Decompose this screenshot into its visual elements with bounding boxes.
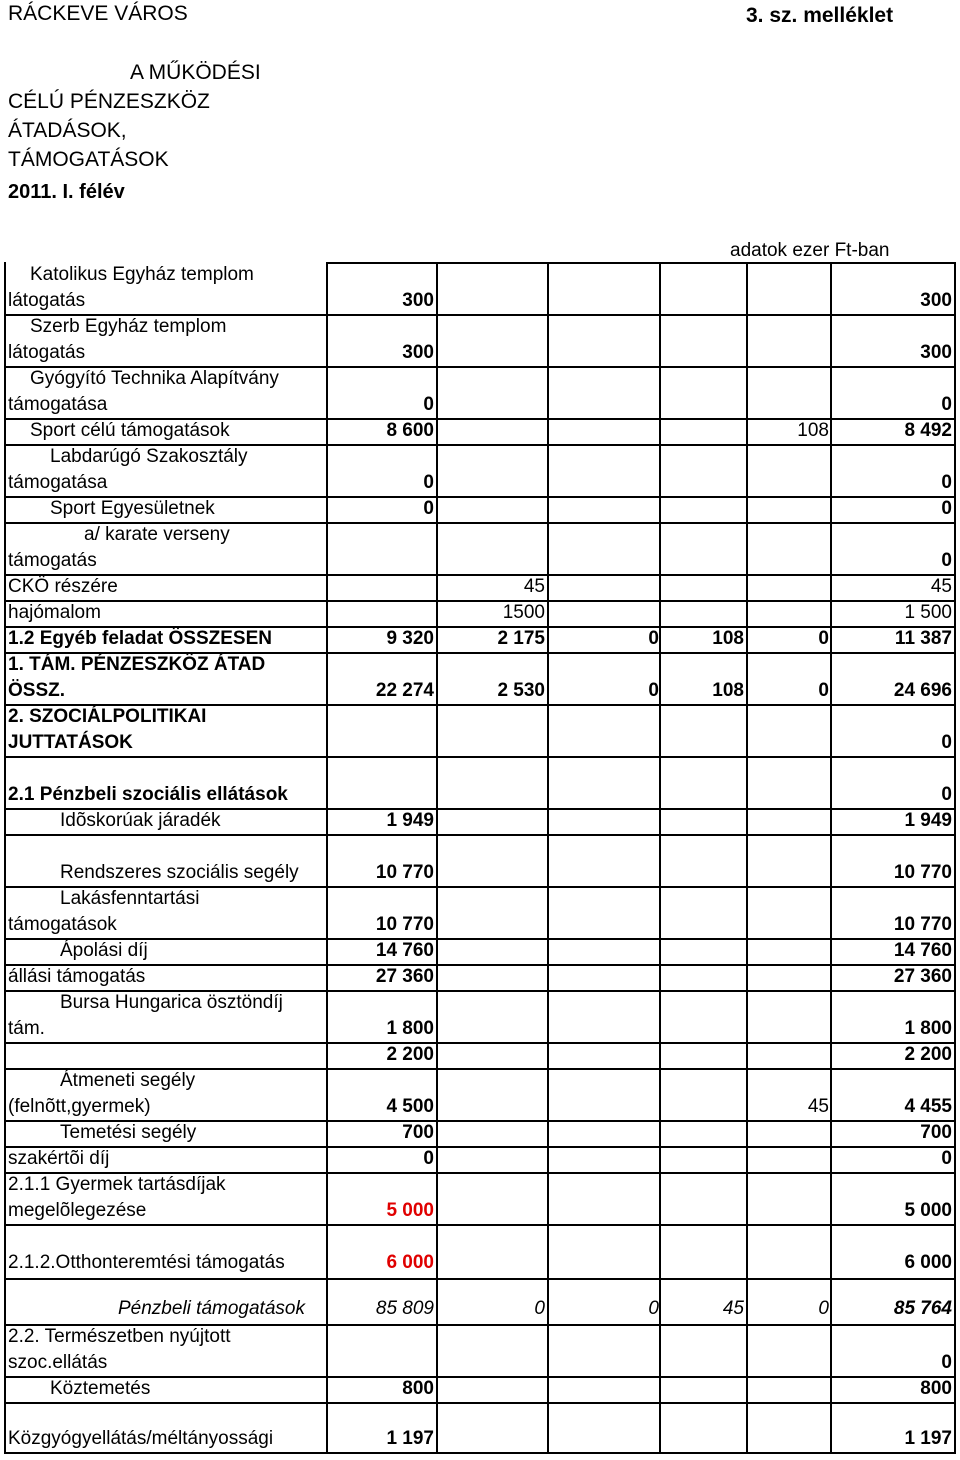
- cell-c6: 10 770: [893, 862, 952, 883]
- row-label-line: Katolikus Egyház templom: [30, 264, 254, 285]
- row-label-line: 1.2 Egyéb feladat ÖSSZESEN: [8, 628, 272, 649]
- cell-c1: 300: [402, 342, 434, 363]
- row-label-line: a/ karate verseny: [84, 524, 230, 545]
- grid-hline: [4, 626, 956, 628]
- table-row: [4, 496, 958, 522]
- row-label-line: Rendszeres szociális segély: [60, 862, 299, 883]
- row-label-line: állási támogatás: [8, 966, 146, 987]
- cell-c6: 1 197: [904, 1428, 952, 1449]
- cell-c6: 0: [941, 472, 952, 493]
- row-label-line: megelõlegezése: [8, 1200, 147, 1221]
- row-label-line: Közgyógyellátás/méltányossági: [8, 1428, 274, 1449]
- grid-hline: [4, 444, 956, 446]
- table-row: [4, 1042, 958, 1068]
- row-label-line: támogatása: [8, 394, 108, 415]
- grid-hline: [4, 1172, 956, 1174]
- cell-c1: 27 360: [375, 966, 434, 987]
- cell-c3: 0: [648, 1298, 659, 1319]
- row-label-line: Gyógyító Technika Alapítvány: [30, 368, 279, 389]
- cell-c1: 4 500: [386, 1096, 434, 1117]
- grid-vline: [746, 262, 748, 1452]
- row-label-line: Labdarúgó Szakosztály: [50, 446, 248, 467]
- row-label-line: Idõskorúak járadék: [60, 810, 221, 831]
- grid-hline: [4, 756, 956, 758]
- grid-hline: [4, 1068, 956, 1070]
- row-label: [8, 574, 328, 600]
- cell-c1: 700: [402, 1122, 434, 1143]
- row-label-line: Lakásfenntartási: [60, 888, 200, 909]
- table-row: [4, 262, 958, 314]
- row-label-line: látogatás: [8, 290, 86, 311]
- table-row: [4, 522, 958, 574]
- grid-hline: [4, 1324, 956, 1326]
- annex-label: 3. sz. melléklet: [746, 4, 894, 27]
- row-label: [8, 600, 328, 626]
- cell-c6: 0: [941, 394, 952, 415]
- cell-c4: 108: [712, 680, 744, 701]
- grid-hline: [4, 314, 956, 316]
- cell-c6: 14 760: [893, 940, 952, 961]
- cell-c5: 108: [797, 420, 829, 441]
- cell-c6: 27 360: [893, 966, 952, 987]
- table-row: [4, 964, 958, 990]
- city-name: RÁCKEVE VÁROS: [8, 2, 188, 25]
- table-row: [4, 1296, 958, 1322]
- cell-c1: 22 274: [375, 680, 434, 701]
- row-label-line: [8, 1042, 328, 1068]
- row-label: [8, 626, 328, 652]
- cell-c5: 0: [818, 628, 829, 649]
- grid-vline: [547, 262, 549, 1452]
- cell-c6: 6 000: [904, 1252, 952, 1273]
- cell-c1: 5 000: [386, 1200, 434, 1221]
- cell-c2: 2 175: [497, 628, 545, 649]
- grid-hline: [4, 496, 956, 498]
- grid-hline: [4, 964, 956, 966]
- row-label-line: Sport Egyesületnek: [50, 498, 215, 519]
- grid-hline: [4, 1402, 956, 1404]
- grid-vline: [659, 262, 661, 1452]
- row-label: [8, 704, 328, 756]
- row-label-line: Szerb Egyház templom: [30, 316, 227, 337]
- row-label-line: támogatások: [8, 914, 117, 935]
- row-label: [8, 496, 328, 522]
- cell-c6: 5 000: [904, 1200, 952, 1221]
- grid-vline: [436, 262, 438, 1452]
- grid-hline: [4, 1224, 956, 1226]
- grid-vline: [4, 262, 6, 1452]
- cell-c6: 8 492: [904, 420, 952, 441]
- row-label-line: 2.1.1 Gyermek tartásdíjak: [8, 1174, 226, 1195]
- row-label: [8, 1426, 328, 1452]
- title-line: A MŰKÖDÉSI: [130, 61, 261, 84]
- cell-c6: 0: [941, 498, 952, 519]
- table-row: [4, 1426, 958, 1452]
- cell-c3: 0: [648, 680, 659, 701]
- row-label-line: látogatás: [8, 342, 86, 363]
- row-label-line: hajómalom: [8, 602, 101, 623]
- cell-c6: 4 455: [904, 1096, 952, 1117]
- grid-hline: [4, 652, 956, 654]
- row-label: [8, 1120, 328, 1146]
- cell-c6: 1 800: [904, 1018, 952, 1039]
- table-row: [4, 314, 958, 366]
- table-row: [4, 444, 958, 496]
- cell-c6: 2 200: [904, 1044, 952, 1065]
- row-label: [8, 990, 328, 1042]
- title-line: ÁTADÁSOK,: [8, 119, 127, 142]
- table-row: [4, 366, 958, 418]
- cell-c6: 1 500: [904, 602, 952, 623]
- grid-hline: [4, 1146, 956, 1148]
- grid-vline: [830, 262, 832, 1452]
- table-row: [4, 704, 958, 756]
- row-label: [8, 1250, 328, 1276]
- cell-c1: 800: [402, 1378, 434, 1399]
- cell-c1: 300: [402, 290, 434, 311]
- row-label: [8, 1324, 328, 1376]
- grid-hline: [4, 886, 956, 888]
- row-label: [8, 314, 328, 366]
- row-label: [8, 652, 328, 704]
- table-row: [4, 652, 958, 704]
- row-label: [8, 262, 328, 314]
- table-row: [4, 1068, 958, 1120]
- row-label-line: Temetési segély: [60, 1122, 197, 1143]
- grid-hline: [4, 1042, 956, 1044]
- cell-c1: 14 760: [375, 940, 434, 961]
- row-label: [8, 1042, 328, 1068]
- cell-c1: 85 809: [375, 1298, 434, 1319]
- cell-c6: 0: [941, 1352, 952, 1373]
- grid-hline: [4, 522, 956, 524]
- grid-hline: [4, 1120, 956, 1122]
- cell-c6: 0: [941, 1148, 952, 1169]
- row-label-line: JUTTATÁSOK: [8, 732, 133, 753]
- table-row: [4, 1324, 958, 1376]
- cell-c1: 1 197: [386, 1428, 434, 1449]
- row-label: [8, 1296, 328, 1322]
- grid-hline: [4, 574, 956, 576]
- cell-c6: 85 764: [893, 1298, 952, 1319]
- row-label: [8, 418, 328, 444]
- table-row: [4, 782, 958, 808]
- cell-c6: 300: [920, 342, 952, 363]
- row-label-line: támogatása: [8, 472, 108, 493]
- row-label: [8, 1146, 328, 1172]
- table-row: [4, 1172, 958, 1224]
- row-label-line: Sport célú támogatások: [30, 420, 230, 441]
- row-label: [8, 522, 328, 574]
- row-label-line: CKÖ részére: [8, 576, 118, 597]
- cell-c1: 0: [423, 394, 434, 415]
- cell-c2: 2 530: [497, 680, 545, 701]
- cell-c6: 45: [930, 576, 952, 597]
- row-label: [8, 1068, 328, 1120]
- row-label-line: 2.1 Pénzbeli szociális ellátások: [8, 784, 288, 805]
- grid-hline: [4, 808, 956, 810]
- row-label: [8, 366, 328, 418]
- row-label: [8, 1172, 328, 1224]
- cell-c6: 10 770: [893, 914, 952, 935]
- table-row: [4, 860, 958, 886]
- cell-c1: 2 200: [386, 1044, 434, 1065]
- grid-hline: [4, 1376, 956, 1378]
- grid-hline: [4, 1452, 956, 1454]
- cell-c2: 1500: [502, 602, 545, 623]
- grid-hline: [4, 834, 956, 836]
- grid-vline: [326, 262, 328, 1452]
- table-row: [4, 600, 958, 626]
- row-label-line: 2. SZOCIÁLPOLITIKAI: [8, 706, 207, 727]
- grid-hline: [4, 600, 956, 602]
- title-line: TÁMOGATÁSOK: [8, 148, 169, 171]
- table-row: [4, 418, 958, 444]
- cell-c6: 11 387: [894, 628, 952, 649]
- title-line: CÉLÚ PÉNZESZKÖZ: [8, 90, 210, 113]
- table-row: [4, 886, 958, 938]
- cell-c1: 0: [423, 472, 434, 493]
- cell-c1: 0: [423, 498, 434, 519]
- row-label-line: szoc.ellátás: [8, 1352, 108, 1373]
- grid-hline: [4, 938, 956, 940]
- cell-c6: 24 696: [893, 680, 952, 701]
- cell-c1: 1 949: [386, 810, 434, 831]
- cell-c5: 45: [807, 1096, 829, 1117]
- table-row: [4, 1246, 958, 1276]
- row-label-line: szakértõi díj: [8, 1148, 110, 1169]
- grid-hline: [4, 366, 956, 368]
- row-label-line: támogatás: [8, 550, 97, 571]
- row-label-line: Bursa Hungarica ösztöndíj: [60, 992, 283, 1013]
- grid-hline: [4, 704, 956, 706]
- row-label-line: Átmeneti segély: [60, 1070, 196, 1091]
- row-label: [8, 938, 328, 964]
- cell-c6: 300: [920, 290, 952, 311]
- table-row: [4, 1146, 958, 1172]
- cell-c1: 6 000: [386, 1252, 434, 1273]
- cell-c1: 10 770: [375, 862, 434, 883]
- cell-c2: 45: [523, 576, 545, 597]
- row-label-line: Köztemetés: [50, 1378, 151, 1399]
- row-label: [8, 808, 328, 834]
- cell-c5: 0: [818, 1298, 829, 1319]
- table-row: [4, 626, 958, 652]
- grid-hline: [4, 990, 956, 992]
- cell-c6: 1 949: [904, 810, 952, 831]
- cell-c4: 45: [722, 1298, 744, 1319]
- row-label: [8, 860, 328, 886]
- row-label-line: 2.2. Természetben nyújtott: [8, 1326, 231, 1347]
- cell-c6: 700: [920, 1122, 952, 1143]
- grid-vline: [954, 262, 956, 1452]
- table-row: [4, 990, 958, 1042]
- grid-hline: [4, 418, 956, 420]
- cell-c6: 0: [941, 550, 952, 571]
- cell-c1: 10 770: [375, 914, 434, 935]
- row-label-line: (felnõtt,gyermek): [8, 1096, 151, 1117]
- cell-c1: 0: [423, 1148, 434, 1169]
- table-row: [4, 938, 958, 964]
- cell-c5: 0: [818, 680, 829, 701]
- row-label-line: 2.1.2.Otthonteremtési támogatás: [8, 1252, 285, 1273]
- row-label: [8, 964, 328, 990]
- row-label-line: 1. TÁM. PÉNZESZKÖZ ÁTAD: [8, 654, 266, 675]
- table-row: [4, 574, 958, 600]
- cell-c1: 9 320: [386, 628, 434, 649]
- row-label-line: Pénzbeli támogatások: [118, 1298, 305, 1319]
- row-label: [8, 886, 328, 938]
- cell-c6: 0: [941, 784, 952, 805]
- row-label-line: ÖSSZ.: [8, 680, 66, 701]
- grid-hline: [326, 262, 956, 264]
- row-label: [8, 782, 328, 808]
- row-label: [8, 1376, 328, 1402]
- grid-hline: [4, 1278, 956, 1280]
- table-row: [4, 1120, 958, 1146]
- cell-c3: 0: [648, 628, 659, 649]
- table-row: [4, 1376, 958, 1402]
- document-title: [8, 58, 308, 174]
- cell-c4: 108: [712, 628, 744, 649]
- cell-c6: 0: [941, 732, 952, 753]
- cell-c2: 0: [534, 1298, 545, 1319]
- table-row: [4, 808, 958, 834]
- period-label: 2011. I. félév: [8, 181, 125, 203]
- cell-c6: 800: [920, 1378, 952, 1399]
- cell-c1: 8 600: [386, 420, 434, 441]
- cell-c1: 1 800: [386, 1018, 434, 1039]
- unit-label: adatok ezer Ft-ban: [730, 240, 890, 261]
- row-label: [8, 444, 328, 496]
- row-label-line: Ápolási díj: [60, 940, 148, 961]
- row-label-line: tám.: [8, 1018, 45, 1039]
